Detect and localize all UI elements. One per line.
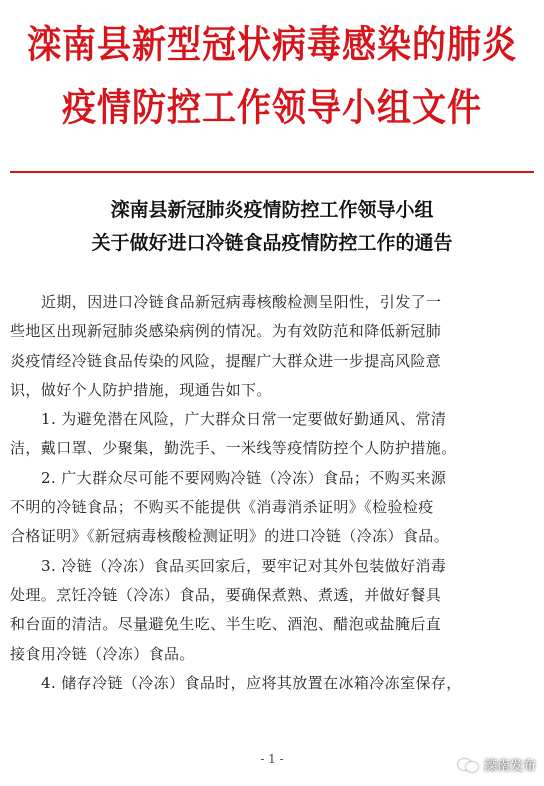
watermark [458,755,536,774]
page-number: - 1 - [260,752,284,766]
body-line: 接食用冷链（冷冻）食品。 [10,644,195,663]
header-line-1: 滦南县新型冠状病毒感染的肺炎 [27,22,517,68]
notice-title-line-2: 关于做好进口冷链食品疫情防控工作的通告 [91,232,453,254]
body-line: 合格证明》《新冠病毒核酸检测证明》的进口冷链（冷冻）食品。 [10,527,450,546]
body-line: 不明的冷链食品；不购买不能提供《消毒消杀证明》《检验检疫 [10,498,434,517]
body-line: 近期，因进口冷链食品新冠病毒核酸检测呈阳性，引发了一 [41,293,442,311]
body-line: 4. 储存冷链（冷冻）食品时，应将其放置在冰箱冷冻室保存， [41,673,462,692]
notice-title [0,194,544,260]
body-line: 些地区出现新冠肺炎感染病例的情况。为有效防范和降低新冠肺 [10,322,442,341]
header-line-2: 疫情防控工作领导小组文件 [62,85,482,131]
body-line: 洁，戴口罩、少聚集，勤洗手、一米线等疫情防控个人防护措施。 [10,439,457,458]
wechat-icon [458,757,480,773]
body-line: 3. 冷链（冷冻）食品买回家后，要牢记对其外包装做好消毒 [41,556,447,575]
body-line: 炎疫情经冷链食品传染的风险，提醒广大群众进一步提高风险意 [10,351,442,370]
body-line: 和台面的清洁。尽量避免生吃、半生吃、酒泡、醋泡或盐腌后直 [10,615,442,634]
body-line: 2. 广大群众尽可能不要网购冷链（冷冻）食品；不购买来源 [41,468,447,487]
body-line: 识，做好个人防护措施，现通告如下。 [10,380,272,399]
document-red-header [0,14,544,139]
notice-body [10,288,536,698]
notice-title-line-1: 滦南县新冠肺炎疫情防控工作领导小组 [110,199,434,221]
body-line: 处理。烹饪冷链（冷冻）食品，要确保煮熟、煮透，并做好餐具 [10,585,442,604]
header-divider [10,171,534,173]
watermark-text: 滦南发布 [483,759,536,774]
body-line: 1. 为避免潜在风险，广大群众日常一定要做好勤通风、常清 [41,410,447,429]
